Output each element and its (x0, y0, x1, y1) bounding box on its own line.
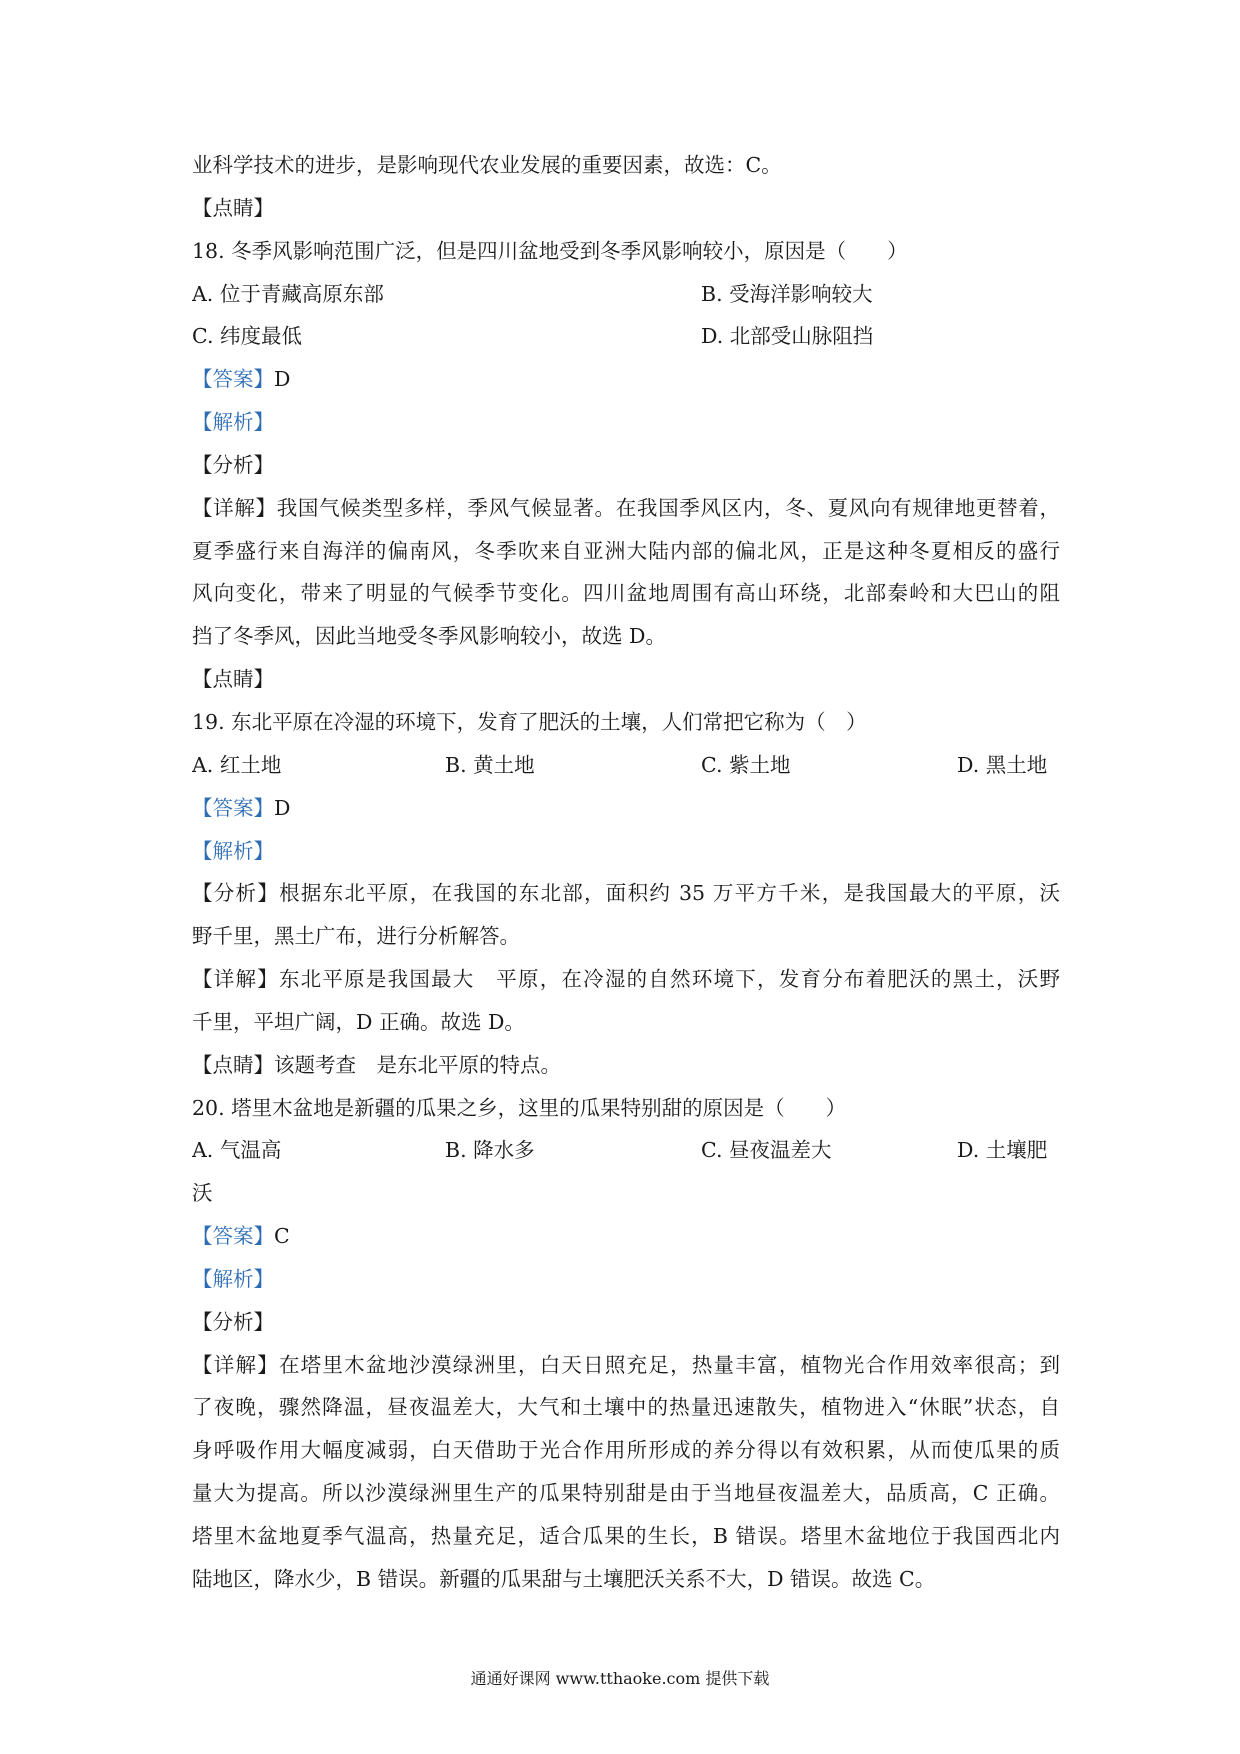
q20-jiexi-label: 【解析】 (192, 1266, 274, 1291)
q18-answer-label: 【答案】 (192, 367, 274, 392)
q20-option-d-wrap: 沃 (192, 1181, 213, 1206)
q20-xiangjie-line: 陆地区，降水少，B 错误。新疆的瓜果甜与土壤肥沃关系不大，D 错误。故选 C。 (192, 1566, 936, 1591)
document-body (192, 144, 1060, 1601)
q18-fenxi-label: 【分析】 (192, 452, 274, 477)
q18-xiangjie-line (192, 487, 1060, 530)
q19-dianjing-label: 【点睛】 (192, 1052, 274, 1077)
q18-answer (192, 358, 1060, 401)
q20-xiangjie-line: 身呼吸作用大幅度减弱，白天借助于光合作用所形成的养分得以有效积累，从而使瓜果的质 (192, 1438, 1060, 1463)
q18-jiexi-label: 【解析】 (192, 410, 274, 435)
q19-xiangjie-text: 东北平原是我国最大 平原，在冷湿的自然环境下，发育分布着肥沃的黑土，沃野 (278, 967, 1060, 992)
q19-option-b: B. 黄土地 (445, 752, 535, 777)
q20-option-a: A. 气温高 (192, 1138, 282, 1163)
q18-options-row-1 (192, 273, 1060, 316)
q19-answer-value: D (274, 795, 291, 820)
q20-xiangjie-text: 在塔里木盆地沙漠绿洲里，白天日照充足，热量丰富，植物光合作用效率很高；到 (278, 1352, 1060, 1377)
q20-xiangjie-label: 【详解】 (192, 1352, 279, 1377)
q20-stem: 20. 塔里木盆地是新疆的瓜果之乡，这里的瓜果特别甜的原因是（ ） (192, 1095, 847, 1120)
q18-dianjing-label: 【点睛】 (192, 667, 274, 692)
q18-answer-value: D (274, 367, 291, 392)
q20-options-row (192, 1129, 1060, 1172)
q18-xiangjie-line: 夏季盛行来自海洋的偏南风，冬季吹来自亚洲大陆内部的偏北风，正是这种冬夏相反的盛行 (192, 538, 1060, 563)
q20-xiangjie-line: 了夜晚，骤然降温，昼夜温差大，大气和土壤中的热量迅速散失，植物进入“休眠”状态，自 (192, 1395, 1060, 1420)
q18-options-row-2 (192, 315, 1060, 358)
q19-answer (192, 787, 1060, 830)
page-footer: 通通好课网 www.tthaoke.com 提供下载 (470, 1669, 770, 1688)
q19-jiexi-label: 【解析】 (192, 838, 274, 863)
q18-xiangjie-line: 挡了冬季风，因此当地受冬季风影响较小，故选 D。 (192, 624, 666, 649)
q18-option-a: A. 位于青藏高原东部 (192, 281, 384, 306)
q19-options-row (192, 744, 1060, 787)
q20-option-b: B. 降水多 (445, 1138, 535, 1163)
q18-xiangjie-label: 【详解】 (192, 495, 277, 520)
q20-answer-label: 【答案】 (192, 1224, 274, 1249)
q20-option-d: D. 土壤肥 (957, 1138, 1048, 1163)
q18-stem: 18. 冬季风影响范围广泛，但是四川盆地受到冬季风影响较小，原因是（ ） (192, 238, 908, 263)
q19-option-c: C. 紫土地 (701, 752, 791, 777)
q19-fenxi-label: 【分析】 (192, 881, 280, 906)
q19-xiangjie-label: 【详解】 (192, 967, 279, 992)
q19-answer-label: 【答案】 (192, 795, 274, 820)
q19-option-d: D. 黑土地 (957, 752, 1048, 777)
q19-option-a: A. 红土地 (192, 752, 282, 777)
q18-xiangjie-text: 我国气候类型多样，季风气候显著。在我国季风区内，冬、夏风向有规律地更替着， (276, 495, 1060, 520)
q19-dianjing (192, 1044, 1060, 1087)
q20-fenxi-label: 【分析】 (192, 1309, 274, 1334)
prev-question-dianjing-label: 【点睛】 (192, 195, 274, 220)
q18-xiangjie-line: 风向变化，带来了明显的气候季节变化。四川盆地周围有高山环绕，北部秦岭和大巴山的阻 (192, 581, 1060, 606)
q20-xiangjie-line (192, 1344, 1060, 1387)
q20-answer-value: C (274, 1224, 290, 1249)
q19-dianjing-text: 该题考查 是东北平原的特点。 (274, 1052, 561, 1077)
q19-fenxi-line: 野千里，黑土广布，进行分析解答。 (192, 924, 520, 949)
q18-option-c: C. 纬度最低 (192, 324, 302, 349)
q19-stem: 19. 东北平原在冷湿的环境下，发育了肥沃的土壤，人们常把它称为（ ） (192, 709, 867, 734)
q19-fenxi-line (192, 872, 1060, 915)
q18-option-d: D. 北部受山脉阻挡 (701, 324, 874, 349)
q19-xiangjie-line: 千里，平坦广阔，D 正确。故选 D。 (192, 1009, 525, 1034)
q20-xiangjie-line: 塔里木盆地夏季气温高，热量充足，适合瓜果的生长，B 错误。塔里木盆地位于我国西北内 (192, 1524, 1060, 1548)
q19-fenxi-text: 根据东北平原，在我国的东北部，面积约 35 万平方千米，是我国最大的平原，沃 (279, 881, 1060, 906)
q20-xiangjie-line: 量大为提高。所以沙漠绿洲里生产的瓜果特别甜是由于当地昼夜温差大，品质高，C 正确。 (192, 1481, 1060, 1506)
q18-option-b: B. 受海洋影响较大 (701, 281, 873, 306)
q20-option-c: C. 昼夜温差大 (701, 1138, 832, 1163)
prev-question-tail: 业科学技术的进步，是影响现代农业发展的重要因素，故选：C。 (192, 153, 782, 177)
q19-xiangjie-line (192, 958, 1060, 1001)
q20-answer (192, 1215, 1060, 1258)
